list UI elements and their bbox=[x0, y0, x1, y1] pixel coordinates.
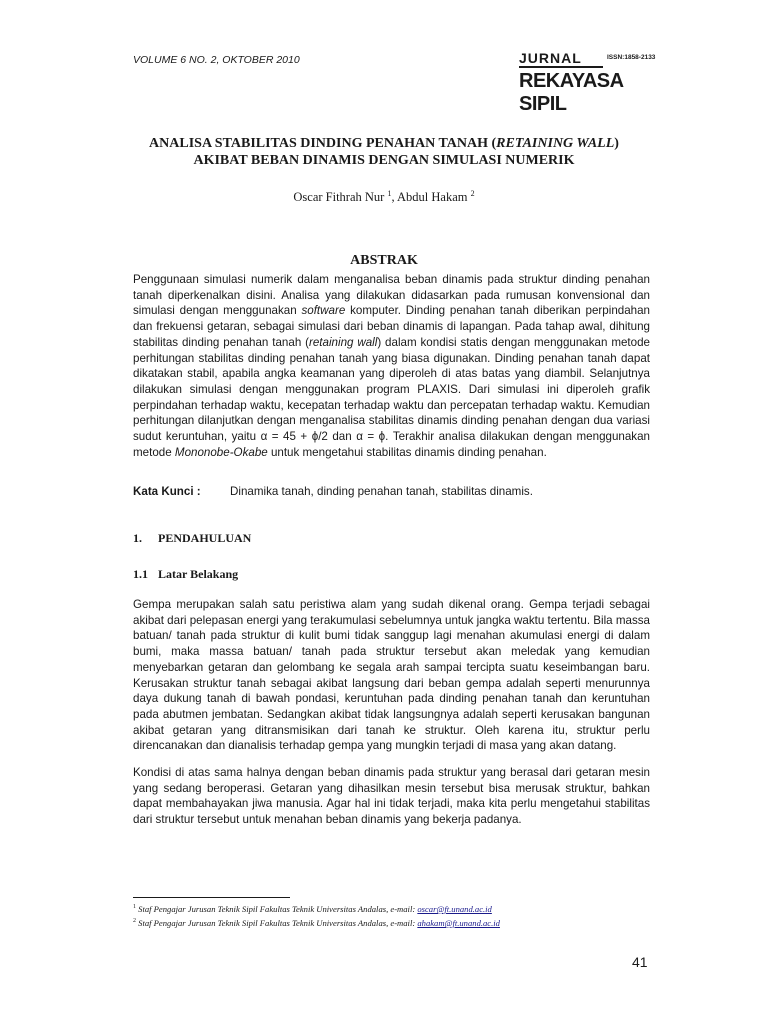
abstract-heading: ABSTRAK bbox=[350, 253, 418, 268]
footnote-2: $^2$ Staf Pengajar Jurusan Teknik Sipil Fakultas Teknik Universitas Andalas, e-mail: ahakam@ft.unand.ac.id bbox=[133, 918, 500, 928]
logo-issn-text: ISSN:1858-2133 bbox=[607, 54, 656, 61]
author-2: Abdul Hakam bbox=[397, 190, 468, 205]
footnote-1-email-link[interactable]: oscar@ft.unand.ac.id bbox=[417, 904, 492, 914]
footnote-1: $^1$ Staf Pengajar Jurusan Teknik Sipil Fakultas Teknik Universitas Andalas, e-mail: oscar@ft.unand.ac.id bbox=[133, 904, 492, 914]
logo-rekayasa-text: REKAYASA SIPIL bbox=[519, 70, 623, 115]
author-1-affiliation-mark: 1 bbox=[387, 189, 392, 198]
footnote-2-email-link[interactable]: ahakam@ft.unand.ac.id bbox=[417, 918, 500, 928]
section-heading: 1. PENDAHULUAN bbox=[133, 531, 252, 545]
author-2-affiliation-mark: 2 bbox=[470, 189, 475, 198]
keywords bbox=[133, 485, 533, 498]
logo-underline bbox=[519, 66, 603, 68]
abstract-text: Penggunaan simulasi numerik dalam menganalisa beban dinamis pada struktur dinding penahan tanah diperkenalkan disini. Analisa yang dilakukan didasarkan pada rumusan konvensional dan simulasi dengan menggunakan software komputer. Dinding penahan tanah diberikan perpindahan dan frekuensi getaran, sebagai simulasi dari beban dinamis di lapangan. Pada tahap awal, dihitung stabilitas dinding penahan tanah (retaining wall) dalam kondisi statis dengan menggunakan metode perhitungan stabilitas dinding penahan tanah yang biasa digunakan. Dinding penahan tanah dapat dikatakan stabil, apabila angka keamanan yang diperoleh di atas batas yang diambil. Selanjutnya dilakukan simulasi dengan menggunakan program PLAXIS. Dari simulasi ini diperoleh grafik perpindahan terhadap waktu, kecepatan terhadap waktu dan percepatan terhadap waktu. Kemudian perhitungan dilanjutkan dengan menganalisa stabilitas dinamis dinding penahan dengan dua variasi sudut keruntuhan, yaitu α = 45 + ϕ/2 dan α = ϕ. Terakhir analisa dilakukan dengan menggunakan metode Mononobe-Okabe untuk mengetahui stabilitas dinamis dinding penahan. bbox=[133, 273, 651, 459]
body-paragraph-2: Kondisi di atas sama halnya dengan beban dinamis pada struktur yang berasal dari getaran mesin yang sedang beroperasi. Getaran yang dihasilkan mesin tersebut bisa merusak struktur, bahkan dapat membahayakan jiwa manusia. Agar hal ini tidak terjadi, maka kita perlu mengetahui stabilitas dari struktur tersebut untuk menahan beban dinamis yang bekerja padanya. bbox=[133, 766, 650, 827]
body-paragraph-1: Gempa merupakan salah satu peristiwa alam yang sudah dikenal orang. Gempa terjadi sebagai akibat dari pelepasan energi yang terakumulasi sebelumnya untuk jangka waktu tertentu. Bila massa batuan/ tanah pada struktur di kulit bumi tidak sanggup lagi menahan akumulasi energi di dalam bumi, maka massa batuan/ tanah pada struktur tersebut akan meledak yang kemudian menyebarkan getaran dan gelombang ke segala arah sampai tercipta suatu keseimbangan baru. Kerusakan struktur tanah sebagai akibat langsung dari beban gempa adalah seperti menurunnya daya dukung tanah di bawah pondasi, keruntuhan pada dinding penahan tanah dan keruntuhan pada abutmen jembatan. Sedangkan akibat tidak langsungnya adalah seperti kerusakan bangunan akibat getaran yang ditransmisikan dari tanah ke struktur. Oleh karena itu, struktur perlu direncanakan dan dianalisis terhadap gempa yang mungkin terjadi di masa yang akan datang. bbox=[133, 598, 650, 753]
title-line-2: AKIBAT BEBAN DINAMIS DENGAN SIMULASI NUMERIK bbox=[193, 153, 575, 168]
journal-volume-header: VOLUME 6 NO. 2, OKTOBER 2010 bbox=[133, 54, 300, 66]
paper-title bbox=[120, 135, 648, 169]
subsection-heading: 1.1 Latar Belakang bbox=[133, 567, 239, 581]
title-line-1: ANALISA STABILITAS DINDING PENAHAN TANAH (RETAINING WALL) bbox=[149, 136, 619, 151]
footnote-rule bbox=[133, 897, 290, 898]
page-number: 41 bbox=[632, 954, 648, 970]
logo-jurnal-text: JURNAL bbox=[519, 50, 582, 66]
author-1: Oscar Fithrah Nur bbox=[293, 190, 385, 205]
author-list: Oscar Fithrah Nur $^1$, Abdul Hakam $^2$ bbox=[293, 189, 475, 205]
keywords-label: Kata Kunci : bbox=[133, 485, 201, 498]
journal-logo bbox=[519, 50, 659, 115]
keywords-value: Dinamika tanah, dinding penahan tanah, stabilitas dinamis. bbox=[230, 485, 533, 498]
